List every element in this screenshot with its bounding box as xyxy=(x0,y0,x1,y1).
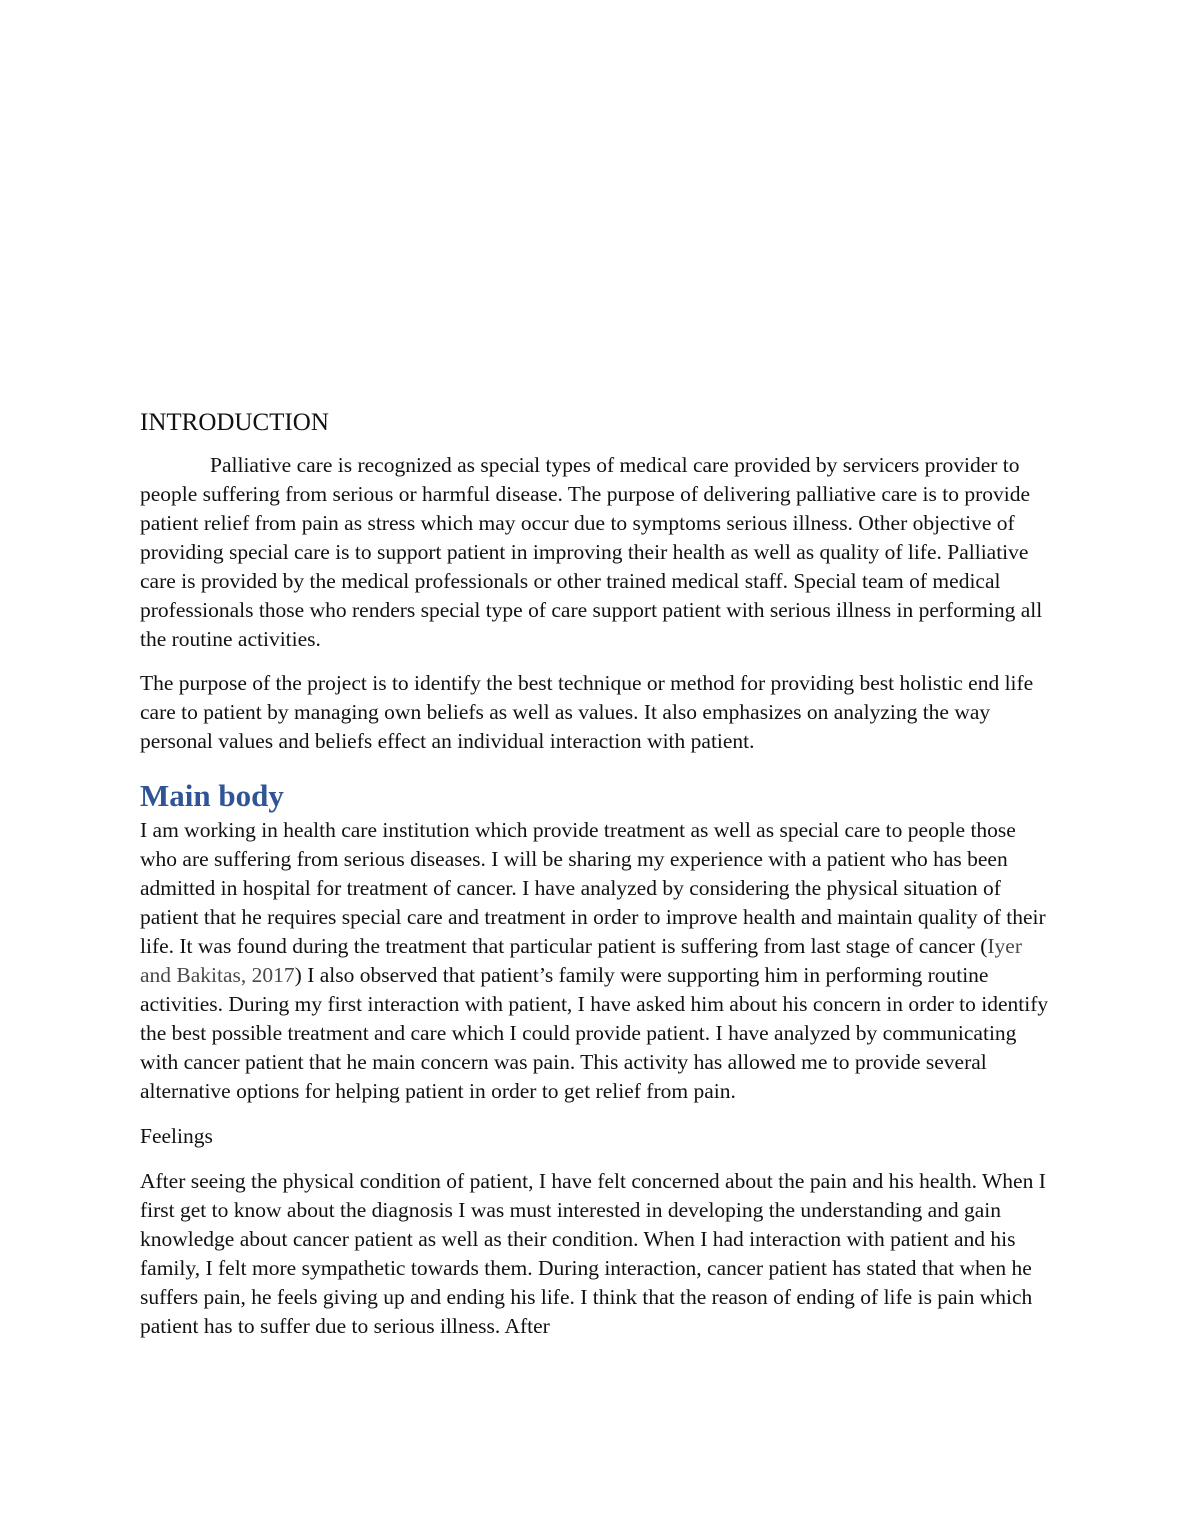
intro-paragraph-1: Palliative care is recognized as special types of medical care provided by servicers provider to people suffering from serious or harmful disease. The purpose of delivering palliative care is to provide patient relief from pain as stress which may occur due to symptoms serious illness. Other objective of providing special care is to support patient in improving their health as well as quality of life. Palliative care is provided by the medical professionals or other trained medical staff. Special team of medical professionals those who renders special type of care support patient with serious illness in performing all the routine activities. xyxy=(140,453,1043,651)
intro-paragraph-2: The purpose of the project is to identify the best technique or method for providing best holistic end life care to patient by managing own beliefs as well as values. It also emphasizes on analyzing the way personal values and beliefs effect an individual interaction with patient. xyxy=(140,671,1034,753)
introduction-heading: INTRODUCTION xyxy=(140,409,329,436)
document-page xyxy=(140,405,1055,1341)
main-body-heading: Main body xyxy=(140,778,284,813)
feelings-label: Feelings xyxy=(140,1124,213,1148)
feelings-paragraph: After seeing the physical condition of patient, I have felt concerned about the pain and his health. When I first get to know about the diagnosis I was must interested in developing the understanding and gain knowledge about cancer patient as well as their condition. When I had interaction with patient and his family, I felt more sympathetic towards them. During interaction, cancer patient has stated that when he suffers pain, he feels giving up and ending his life. I think that the reason of ending of life is pain which patient has to suffer due to serious illness. After xyxy=(140,1169,1046,1338)
citation-link[interactable]: Iyer and Bakitas, 2017 xyxy=(140,934,1022,987)
main-body-paragraph xyxy=(140,816,1055,1106)
main-body-text-part-2: ) I also observed that patient’s family were supporting him in performing routine activities. During my first interaction with patient, I have asked him about his concern in order to identify the best possible treatment and care which I could provide patient. I have analyzed by communicating with cancer patient that he main concern was pain. This activity has allowed me to provide several alternative options for helping patient in order to get relief from pain. xyxy=(140,963,1049,1103)
main-body-text-part-1: I am working in health care institution which provide treatment as well as special care to people those who are suffering from serious diseases. I will be sharing my experience with a patient who has been admitted in hospital for treatment of cancer. I have analyzed by considering the physical situation of patient that he requires special care and treatment in order to improve health and maintain quality of their life. It was found during the treatment that particular patient is suffering from last stage of cancer ( xyxy=(140,818,1046,958)
